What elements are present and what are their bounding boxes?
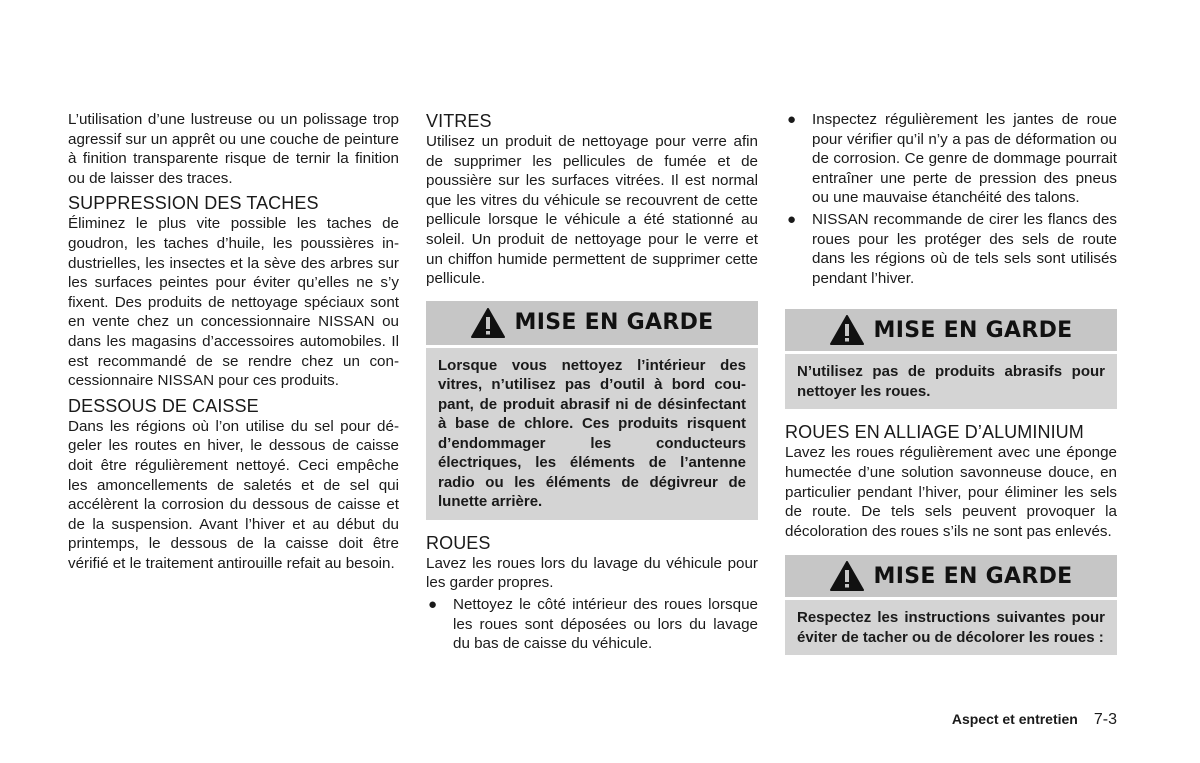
warning-box-abrasifs	[785, 309, 1117, 409]
paragraph-polishing: L’utilisation d’une lustreuse ou un polissage trop agressif sur un apprêt ou une couche de peinture à finition transparente risque de ternir la finition ou de laisser des traces.	[68, 111, 399, 187]
warning-header	[785, 555, 1117, 600]
heading-dessous-caisse: DESSOUS DE CAISSE	[68, 395, 259, 416]
warning-triangle-icon	[830, 561, 864, 591]
bullet-marker: ●	[428, 595, 438, 613]
bullet-text: Inspectez régulièrement les jantes de roue pour vérifier qu’il n’y a pas de déformation ou de corrosion. Ce genre de dommage pourrait entraîner une perte de pression des pneus ou une mauvaise étanchéité des talons.	[812, 111, 1117, 207]
paragraph-roues-alliage: Lavez les roues régulièrement avec une éponge humectée d’une solution savonneuse douce, en particulier pendant l’hiver, pour éliminer les sels de route. De tels sels peuvent provoquer la décoloration des roues s’ils ne sont pas enlevés.	[785, 444, 1117, 540]
bullet-text: Nettoyez le côté intérieur des roues lorsque les roues sont déposées ou lors du lavage du bas de caisse du véhicule.	[453, 595, 758, 653]
paragraph-dessous-caisse: Dans les régions où l’on utilise du sel pour dégeler les routes en hiver, le dessous de caisse doit être régulièrement nettoyé. Ceci empêche les amoncellements de saletés et de sel qui accélèrent la corrosion du dessous de caisse et de la suspension. Avant l’hiver et au début du printemps, le dessous de la caisse doit être vérifié et le traitement antirouille refait au besoin.	[68, 417, 399, 572]
paragraph-roues: Lavez les roues lors du lavage du véhicule pour les garder propres.	[426, 554, 758, 592]
warning-box-vitres	[426, 301, 758, 520]
column-3	[785, 110, 1117, 655]
bullet-item	[426, 595, 758, 654]
heading-suppression-taches: SUPPRESSION DES TACHES	[68, 193, 319, 214]
heading-roues-alliage: ROUES EN ALLIAGE D’ALUMINIUM	[785, 422, 1084, 443]
warning-triangle-icon	[471, 308, 505, 338]
column-1	[68, 110, 399, 573]
paragraph-suppression-taches: Éliminez le plus vite possible les taches de goudron, les taches d’huile, les poussières industrielles, les insectes et la sève des arbres sur les surfaces peintes pour éviter qu’elles ne s’y fixent. Des produits de nettoyage spéciaux sont en vente chez un concessionnaire NISSAN ou dans les magasins d’accessoires automobiles. Il est recommandé de se rendre chez un concessionnaire NISSAN pour ces produits.	[68, 215, 399, 390]
footer-section-title: Aspect et entretien	[951, 711, 1078, 727]
bullet-item	[785, 210, 1117, 288]
bullet-text: NISSAN recommande de cirer les flancs des roues pour les protéger des sels de route dans les régions où de tels sels sont utilisés pendant l’hiver.	[812, 210, 1117, 287]
heading-vitres: VITRES	[426, 111, 492, 131]
warning-title: MISE EN GARDE	[873, 563, 1073, 589]
warning-text: Respectez les instructions suivantes pour éviter de tacher ou de décolorer les roues :	[797, 609, 1105, 646]
page-number: 7-3	[1093, 711, 1117, 728]
warning-text: N’utilisez pas de produits abrasifs pour nettoyer les roues.	[797, 363, 1105, 400]
heading-roues: ROUES	[426, 532, 491, 553]
page-footer	[952, 711, 1117, 729]
column-2	[426, 110, 758, 654]
bullet-marker: ●	[787, 111, 797, 128]
warning-box-taches	[785, 555, 1117, 655]
warning-title: MISE EN GARDE	[873, 317, 1073, 343]
warning-triangle-icon	[830, 315, 864, 345]
bullet-marker: ●	[787, 210, 797, 228]
bullet-item	[785, 110, 1117, 208]
warning-header	[785, 309, 1117, 354]
paragraph-vitres: Utilisez un produit de nettoyage pour verre afin de supprimer les pellicules de fumée et de poussière sur les surfaces vitrées. Il est normal que les vitres du véhicule se recouvrent de cette pellicule lorsque le véhicule a été stationné au soleil. Un produit de nettoyage pour le verre et un chiffon humide permettent de supprimer cette pellicule.	[426, 133, 758, 288]
warning-title: MISE EN GARDE	[514, 310, 714, 336]
warning-header	[426, 301, 758, 348]
warning-text: Lorsque vous nettoyez l’intérieur des vitres, n’utilisez pas d’outil à bord coupant, de produit abrasif ni de désinfectant à base de chlore. Ces produits risquent d’endommager les conducteurs électriques, les éléments de l’antenne radio ou les éléments de dégivreur de lunette arrière.	[438, 356, 746, 511]
